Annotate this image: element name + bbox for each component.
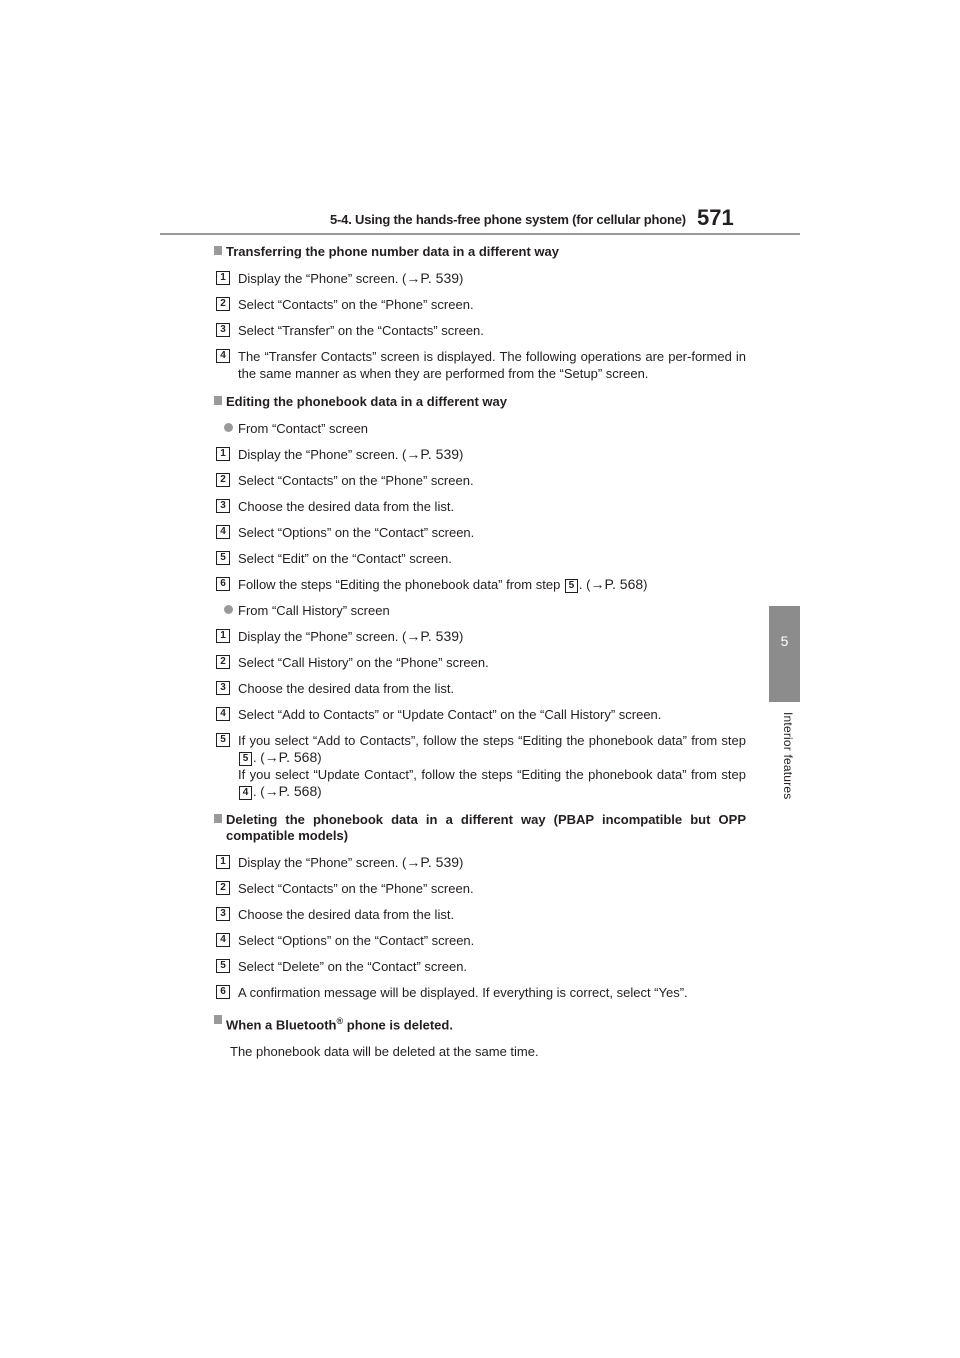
step-number: 4: [216, 349, 230, 363]
step-item: 4 The “Transfer Contacts” screen is displayed. The following operations are per-formed in the same manner as when they are performed from the “Setup” screen.: [216, 348, 746, 382]
step-item: 3 Choose the desired data from the list.: [216, 906, 746, 923]
section-square-icon: [214, 246, 222, 255]
page-reference[interactable]: →P. 568: [264, 749, 318, 765]
step-number: 4: [216, 707, 230, 721]
step-item: 4 Select “Options” on the “Contact” screen.: [216, 932, 746, 949]
step-number: 1: [216, 271, 230, 285]
registered-mark: ®: [336, 1016, 344, 1026]
subsection-bullet: From “Contact” screen: [216, 420, 746, 437]
step-number: 6: [216, 985, 230, 999]
step-item: 5 Select “Delete” on the “Contact” screen.: [216, 958, 746, 975]
page-reference[interactable]: →P. 568: [590, 576, 644, 592]
step-number: 2: [216, 297, 230, 311]
step-item: 2 Select “Contacts” on the “Phone” screen.: [216, 880, 746, 897]
step-line: If you select “Add to Contacts”, follow the steps “Editing the phonebook data” from step 5 . (→P. 568): [238, 733, 746, 765]
page-content: [216, 244, 746, 1060]
section-square-icon: [214, 1015, 222, 1024]
step-item: 1 Display the “Phone” screen. (→P. 539): [216, 270, 746, 287]
step-item: 1 Display the “Phone” screen. (→P. 539): [216, 628, 746, 645]
page-reference[interactable]: →P. 539: [406, 446, 460, 462]
step-number: 3: [216, 323, 230, 337]
step-number: 3: [216, 681, 230, 695]
step-number: 5: [216, 551, 230, 565]
page-reference[interactable]: →P. 539: [406, 628, 460, 644]
bullet-circle-icon: [224, 423, 233, 432]
step-number: 1: [216, 629, 230, 643]
step-number: 5: [216, 733, 230, 747]
step-reference-box: 5: [239, 752, 252, 766]
step-number: 3: [216, 907, 230, 921]
step-item: 1 Display the “Phone” screen. (→P. 539): [216, 446, 746, 463]
step-item: 2 Select “Contacts” on the “Phone” screen.: [216, 472, 746, 489]
section-heading: When a Bluetooth® phone is deleted.: [216, 1013, 746, 1033]
body-paragraph: The phonebook data will be deleted at the same time.: [230, 1044, 539, 1060]
section-heading: Deleting the phonebook data in a different way (PBAP incompatible but OPP compatible models): [216, 812, 746, 844]
step-number: 6: [216, 577, 230, 591]
step-number: 3: [216, 499, 230, 513]
section-heading: Transferring the phone number data in a different way: [216, 244, 746, 260]
step-item: 5 Select “Edit” on the “Contact” screen.: [216, 550, 746, 567]
page-number: 571: [697, 205, 734, 230]
step-number: 1: [216, 855, 230, 869]
step-number: 5: [216, 959, 230, 973]
step-item: [216, 732, 746, 800]
step-item: 2 Select “Call History” on the “Phone” screen.: [216, 654, 746, 671]
page-reference[interactable]: →P. 539: [406, 854, 460, 870]
step-number: 2: [216, 655, 230, 669]
subsection-bullet: From “Call History” screen: [216, 602, 746, 619]
step-item: 4 Select “Options” on the “Contact” screen.: [216, 524, 746, 541]
step-item: 6 Follow the steps “Editing the phonebook data” from step 5 . (→P. 568): [216, 576, 746, 593]
step-item: 1 Display the “Phone” screen. (→P. 539): [216, 854, 746, 871]
step-number: 1: [216, 447, 230, 461]
section-square-icon: [214, 814, 222, 823]
step-item: 3 Select “Transfer” on the “Contacts” screen.: [216, 322, 746, 339]
page-reference[interactable]: →P. 539: [406, 270, 460, 286]
bullet-circle-icon: [224, 605, 233, 614]
step-line: If you select “Update Contact”, follow the steps “Editing the phonebook data” from step 4 . (→P. 568): [238, 767, 746, 799]
step-number: 2: [216, 473, 230, 487]
step-item: 4 Select “Add to Contacts” or “Update Contact” on the “Call History” screen.: [216, 706, 746, 723]
step-number: 4: [216, 525, 230, 539]
step-reference-box: 4: [239, 786, 252, 800]
step-reference-box: 5: [565, 579, 578, 593]
step-item: 6 A confirmation message will be displayed. If everything is correct, select “Yes”.: [216, 984, 746, 1001]
chapter-tab: 5: [769, 606, 800, 702]
step-item: 3 Choose the desired data from the list.: [216, 498, 746, 515]
running-header: 5-4. Using the hands-free phone system (for cellular phone): [330, 212, 686, 227]
step-item: 2 Select “Contacts” on the “Phone” screen.: [216, 296, 746, 313]
step-number: 2: [216, 881, 230, 895]
step-number: 4: [216, 933, 230, 947]
chapter-tab-label: Interior features: [781, 712, 795, 800]
section-heading: Editing the phonebook data in a different way: [216, 394, 746, 410]
header-divider: [160, 233, 800, 235]
step-item: 3 Choose the desired data from the list.: [216, 680, 746, 697]
page-reference[interactable]: →P. 568: [264, 783, 318, 799]
section-square-icon: [214, 396, 222, 405]
